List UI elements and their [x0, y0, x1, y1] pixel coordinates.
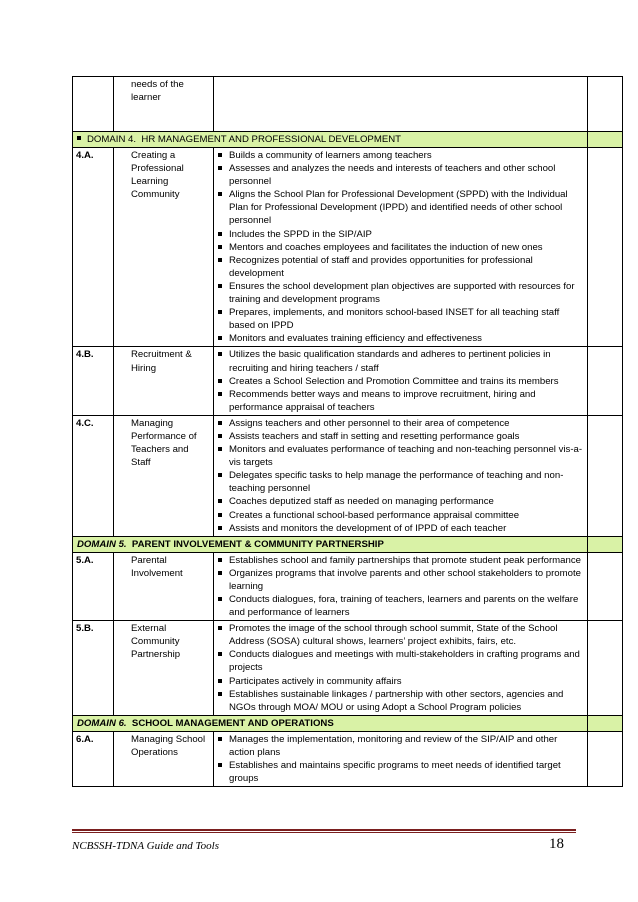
indicator-list	[217, 348, 584, 413]
domain-header-row	[73, 132, 623, 148]
indicator-item: Recommends better ways and means to improve recruitment, hiring and performance appraisal of teachers	[217, 388, 584, 414]
domain-header-cell	[73, 536, 588, 552]
competency-code: 5.B.	[73, 621, 114, 716]
code-cell	[73, 77, 114, 132]
continued-row	[73, 77, 623, 132]
competency-name: Creating a Professional Learning Community	[114, 148, 214, 347]
domain-title: SCHOOL MANAGEMENT AND OPERATIONS	[131, 717, 334, 729]
indicator-item: Aligns the School Plan for Professional Development (SPPD) with the Individual Plan for Professional Development (IPPD) and identified needs of other school personnel	[217, 188, 584, 227]
indicator-item: Establishes sustainable linkages / partnership with other sectors, agencies and NGOs through MOA/ MOU or using Adopt a School Program policies	[217, 688, 584, 714]
competency-name: Managing Performance of Teachers and Staff	[114, 415, 214, 536]
domain-title: PARENT INVOLVEMENT & COMMUNITY PARTNERSHIP	[131, 538, 384, 550]
rating-cell	[588, 731, 623, 786]
rating-cell	[588, 552, 623, 620]
competency-row	[73, 621, 623, 716]
rating-cell	[588, 536, 623, 552]
competency-code: 4.A.	[73, 148, 114, 347]
indicator-list	[217, 733, 584, 785]
indicator-item: Manages the implementation, monitoring and review of the SIP/AIP and other action plans	[217, 733, 584, 759]
indicator-item: Monitors and evaluates training efficiency and effectiveness	[217, 332, 584, 345]
indicator-item: Monitors and evaluates performance of teaching and non-teaching personnel vis-a-vis targets	[217, 443, 584, 469]
domain-label: DOMAIN 5.	[77, 538, 127, 550]
rating-cell	[588, 415, 623, 536]
domain-label: DOMAIN 4.	[87, 134, 137, 145]
indicator-cell	[214, 347, 588, 415]
rating-cell	[588, 715, 623, 731]
indicator-item: Prepares, implements, and monitors school-based INSET for all teaching staff based on IPPD	[217, 306, 584, 332]
indicator-item: Creates a functional school-based performance appraisal committee	[217, 509, 584, 522]
indicator-item: Assists teachers and staff in setting and resetting performance goals	[217, 430, 584, 443]
competency-code: 4.B.	[73, 347, 114, 415]
competency-code: 5.A.	[73, 552, 114, 620]
competency-table	[72, 76, 623, 787]
indicator-item: Includes the SPPD in the SIP/AIP	[217, 228, 584, 241]
indicator-item: Conducts dialogues, fora, training of teachers, learners and parents on the welfare and performance of learners	[217, 593, 584, 619]
competency-name: Recruitment & Hiring	[114, 347, 214, 415]
competency-row	[73, 552, 623, 620]
competency-code: 6.A.	[73, 731, 114, 786]
indicator-item: Participates actively in community affairs	[217, 675, 584, 688]
rating-cell	[588, 77, 623, 132]
indicator-list	[217, 417, 584, 535]
indicator-item: Coaches deputized staff as needed on managing performance	[217, 495, 584, 508]
footer-rule-thin	[72, 832, 576, 833]
competency-code: 4.C.	[73, 415, 114, 536]
indicator-cell	[214, 148, 588, 347]
competency-name: Managing School Operations	[114, 731, 214, 786]
indicator-list	[217, 149, 584, 345]
indicator-item: Creates a School Selection and Promotion Committee and trains its members	[217, 375, 584, 388]
indicator-item: Builds a community of learners among teachers	[217, 149, 584, 162]
indicator-item: Mentors and coaches employees and facilitates the induction of new ones	[217, 241, 584, 254]
continued-name-cell: needs of the learner	[114, 77, 214, 132]
domain-label: DOMAIN 6.	[77, 717, 127, 729]
indicator-item: Organizes programs that involve parents and other school stakeholders to promote learning	[217, 567, 584, 593]
indicator-item: Establishes school and family partnerships that promote student peak performance	[217, 554, 584, 567]
domain-header-row	[73, 715, 623, 731]
indicator-cell	[214, 77, 588, 132]
indicator-list	[217, 622, 584, 714]
rating-cell	[588, 132, 623, 148]
indicator-item: Assigns teachers and other personnel to their area of competence	[217, 417, 584, 430]
domain-header-row	[73, 536, 623, 552]
competency-row	[73, 415, 623, 536]
indicator-item: Delegates specific tasks to help manage the performance of teaching and non-teaching personnel	[217, 469, 584, 495]
domain-header-cell	[73, 715, 588, 731]
indicator-item: Assesses and analyzes the needs and interests of teachers and other school personnel	[217, 162, 584, 188]
page-number: 18	[549, 836, 564, 852]
competency-row	[73, 347, 623, 415]
domain-title: HR MANAGEMENT AND PROFESSIONAL DEVELOPMENT	[141, 134, 402, 145]
rating-cell	[588, 148, 623, 347]
indicator-item: Establishes and maintains specific programs to meet needs of identified target groups	[217, 759, 584, 785]
indicator-item: Utilizes the basic qualification standards and adheres to pertinent policies in recruiting and hiring teachers / staff	[217, 348, 584, 374]
competency-name: External Community Partnership	[114, 621, 214, 716]
competency-row	[73, 731, 623, 786]
indicator-item: Recognizes potential of staff and provides opportunities for professional development	[217, 254, 584, 280]
indicator-cell	[214, 415, 588, 536]
footer-title: NCBSSH-TDNA Guide and Tools	[72, 840, 219, 852]
competency-name: Parental Involvement	[114, 552, 214, 620]
indicator-item: Assists and monitors the development of of IPPD of each teacher	[217, 522, 584, 535]
indicator-item: Conducts dialogues and meetings with multi-stakeholders in crafting programs and projects	[217, 648, 584, 674]
footer-rule	[72, 829, 576, 831]
bullet-icon	[77, 136, 81, 140]
competency-row	[73, 148, 623, 347]
indicator-cell	[214, 621, 588, 716]
indicator-list	[217, 554, 584, 619]
indicator-item: Ensures the school development plan objectives are supported with resources for training and development programs	[217, 280, 584, 306]
indicator-cell	[214, 731, 588, 786]
indicator-item: Promotes the image of the school through school summit, State of the School Address (SOSA) cultural shows, learners’ project exhibits, fairs, etc.	[217, 622, 584, 648]
domain-header-cell	[73, 132, 588, 148]
indicator-cell	[214, 552, 588, 620]
rating-cell	[588, 347, 623, 415]
rating-cell	[588, 621, 623, 716]
